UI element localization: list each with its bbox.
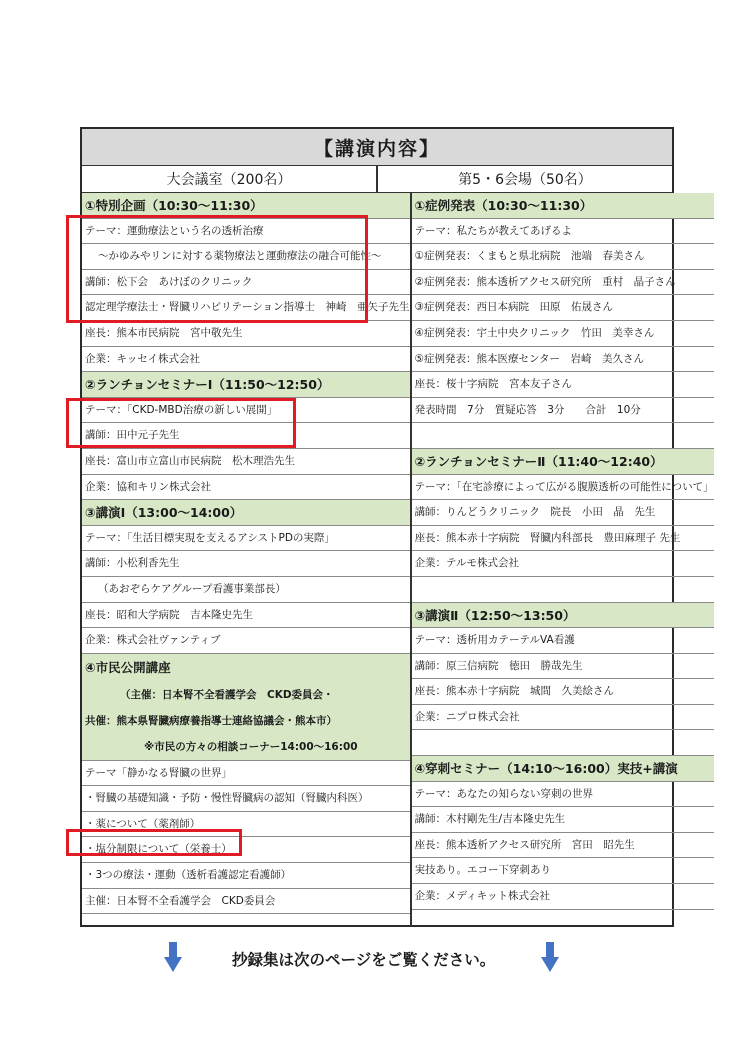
chair: 座長：昭和大学病院 吉本隆史先生 — [82, 603, 410, 629]
company: 企業：テルモ株式会社 — [412, 551, 714, 577]
theme: テーマ：透析用カテーテルVA看護 — [412, 628, 714, 654]
lecturer: 講師：小松利香先生 — [82, 551, 410, 577]
arrow-down-icon — [164, 942, 182, 972]
section-title: ④市民公開講座 — [85, 659, 171, 675]
theme: テーマ：「在宅診療によって広がる腹膜透析の可能性について」 — [412, 475, 714, 501]
section-title: ①特別企画（10:30〜11:30） — [82, 193, 410, 219]
section-title: ②ランチョンセミナーⅠ（11:50〜12:50） — [82, 372, 410, 398]
company: 企業：キッセイ株式会社 — [82, 347, 410, 373]
chair: 座長：富山市立富山市民病院 松木理浩先生 — [82, 449, 410, 475]
section-title: ③講演Ⅰ（13:00〜14:00） — [82, 500, 410, 526]
footer — [0, 940, 750, 980]
list-item: ・薬について（薬剤師） — [82, 812, 410, 838]
theme: テーマ：運動療法という名の透析治療 — [82, 219, 410, 245]
theme: テーマ：「生活目標実現を支えるアシストPDの実際」 — [82, 526, 410, 552]
chair: 座長：熊本赤十字病院 腎臓内科部長 豊田麻理子 先生 — [412, 526, 714, 552]
chair: 座長：熊本赤十字病院 城間 久美絵さん — [412, 679, 714, 705]
highlight-box-luncheon-seminar — [66, 398, 296, 448]
lecturer: 講師：田中元子先生 — [82, 423, 410, 449]
lecturer-detail: （あおぞらケアグループ看護事業部長） — [82, 577, 410, 603]
list-item: ・塩分制限について（栄養士） — [82, 837, 410, 863]
section-title: ④穿刺セミナー（14:10〜16:00）実技+講演 — [412, 756, 714, 782]
footer-note: 抄録集は次のページをご覧ください。 — [232, 951, 496, 969]
highlight-box-special-lecture — [66, 215, 368, 323]
lecturer: 講師：木村剛先生/吉本隆史先生 — [412, 807, 714, 833]
theme: テーマ：「CKD-MBD治療の新しい展開」 — [82, 398, 410, 424]
consult-corner: ※市民の方々の相談コーナー14:00〜16:00 — [144, 740, 358, 753]
theme: テーマ：あなたの知らない穿刺の世界 — [412, 782, 714, 808]
company: 企業：ニプロ株式会社 — [412, 705, 714, 731]
lecturer: 講師：りんどうクリニック 院長 小田 晶 先生 — [412, 500, 714, 526]
chair: 座長：熊本透析アクセス研究所 宮田 昭先生 — [412, 833, 714, 859]
timing: 発表時間 7分 質疑応答 3分 合計 10分 — [412, 398, 714, 424]
page-title: 【講演内容】 — [82, 129, 672, 166]
practice-note: 実技あり。エコー下穿刺あり — [412, 858, 714, 884]
list-item: ・腎臓の基礎知識・予防・慢性腎臓病の認知（腎臓内科医） — [82, 786, 410, 812]
lecturer-detail: 認定理学療法士・腎臓リハビリテーション指導士 神崎 亜矢子先生 — [82, 295, 410, 321]
list-item: ・3つの療法・運動（透析看護認定看護師） — [82, 863, 410, 889]
section-title: ②ランチョンセミナーⅡ（11:40〜12:40） — [412, 449, 714, 475]
case-item: ④症例発表：宇土中央クリニック 竹田 美幸さん — [412, 321, 714, 347]
case-item: ②症例発表：熊本透析アクセス研究所 重村 晶子さん — [412, 270, 714, 296]
company: 企業：メディキット株式会社 — [412, 884, 714, 910]
theme: テーマ：私たちが教えてあげるよ — [412, 219, 714, 245]
lecturer: 講師：松下会 あけぼのクリニック — [82, 270, 410, 296]
chair: 座長：熊本市民病院 宮中敬先生 — [82, 321, 410, 347]
section-title: ①症例発表（10:30〜11:30） — [412, 193, 714, 219]
blank-row — [412, 730, 714, 756]
company: 企業：協和キリン株式会社 — [82, 475, 410, 501]
public-lecture-block — [82, 654, 410, 761]
column-headers — [82, 166, 672, 193]
left-room-header: 大会議室（200名） — [82, 166, 378, 192]
case-item: ③症例発表：西日本病院 田原 佑晟さん — [412, 295, 714, 321]
chair: 座長：桜十字病院 宮本友子さん — [412, 372, 714, 398]
host: （主催：日本腎不全看護学会 CKD委員会・ — [120, 688, 334, 701]
blank-row — [412, 423, 714, 449]
cohost: 共催：熊本県腎臓病療養指導士連絡協議会・熊本市） — [85, 714, 337, 727]
organizer: 主催：日本腎不全看護学会 CKD委員会 — [82, 889, 410, 915]
blank-row — [412, 577, 714, 603]
right-room-header: 第5・6会場（50名） — [458, 172, 592, 188]
case-item: ⑤症例発表：熊本医療センター 岩崎 美久さん — [412, 347, 714, 373]
subtitle: 〜かゆみやリンに対する薬物療法と運動療法の融合可能性〜 — [82, 244, 410, 270]
theme: テーマ「静かなる腎臓の世界」 — [82, 761, 410, 787]
lecturer: 講師：原三信病院 徳田 勝哉先生 — [412, 654, 714, 680]
case-item: ①症例発表：くまもと県北病院 池端 春美さん — [412, 244, 714, 270]
highlight-box-salt-restriction — [66, 829, 242, 856]
section-title: ③講演Ⅱ（12:50〜13:50） — [412, 603, 714, 629]
arrow-down-icon — [541, 942, 559, 972]
company: 企業：株式会社ヴァンティブ — [82, 628, 410, 654]
right-column — [412, 193, 714, 927]
